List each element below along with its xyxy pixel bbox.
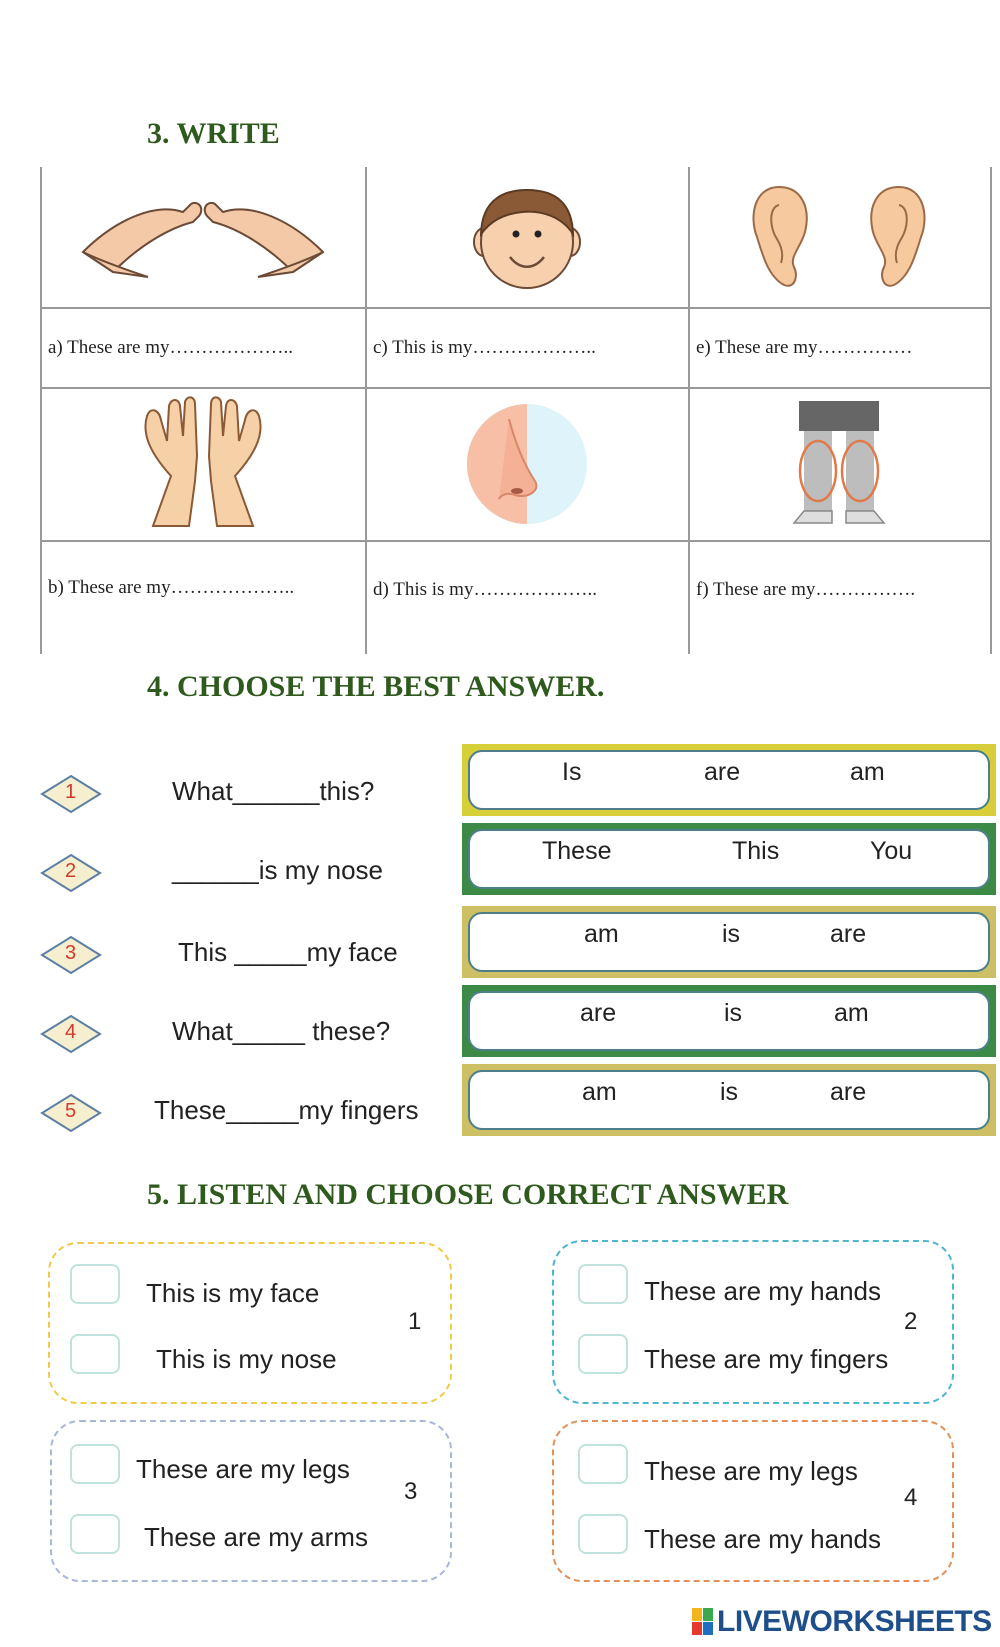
option-text: These are my legs [136,1454,350,1484]
question-text: What_____ these? [172,1016,391,1046]
section-4-title: 4. CHOOSE THE BEST ANSWER. [147,670,605,703]
option-text: These are my legs [644,1456,858,1486]
checkbox[interactable] [70,1514,120,1554]
answer-option[interactable]: is [724,999,743,1027]
caption-c: c) This is my……………….. [373,337,596,358]
listen-group-1 [48,1242,452,1404]
legs-picture [688,387,990,540]
answer-box-5 [462,1064,996,1136]
question-number: 1 [65,781,77,803]
checkbox[interactable] [70,1444,120,1484]
question-5 [40,1081,460,1141]
liveworksheets-logo [692,1605,992,1639]
checkbox[interactable] [578,1334,628,1374]
caption-a: a) These are my……………….. [48,337,294,358]
answer-option[interactable]: are [830,920,867,948]
answer-box-1 [462,744,996,816]
answer-option[interactable]: am [582,1078,617,1106]
answer-option[interactable]: This [732,837,780,865]
checkbox[interactable] [578,1444,628,1484]
option-text: These are my hands [644,1524,882,1554]
answer-box-3 [462,906,996,978]
answer-option[interactable]: are [704,758,741,786]
listen-group-3 [50,1420,452,1582]
option-text: This is my face [146,1278,320,1308]
checkbox[interactable] [578,1514,628,1554]
option-text: This is my nose [156,1344,337,1374]
caption-e: e) These are my…………… [696,337,913,358]
answer-option[interactable]: You [870,837,913,865]
section-5-title: 5. LISTEN AND CHOOSE CORRECT ANSWER [147,1178,789,1211]
answer-option[interactable]: am [584,920,619,948]
answer-box-4 [462,985,996,1057]
group-number: 4 [904,1484,918,1511]
section-3-title: 3. WRITE [147,117,280,150]
question-4 [40,1002,460,1062]
nose-picture [365,387,688,540]
caption-f: f) These are my……………. [696,579,916,600]
answer-box-2 [462,823,996,895]
checkbox[interactable] [70,1334,120,1374]
question-text: ______is my nose [172,855,384,885]
listen-group-2 [552,1240,954,1404]
caption-d: d) This is my……………….. [373,579,597,600]
hands-picture [40,387,365,540]
question-number: 3 [65,942,77,964]
checkbox[interactable] [70,1264,120,1304]
ears-picture [688,167,990,307]
caption-b: b) These are my……………….. [48,577,295,598]
answer-option[interactable]: is [720,1078,739,1106]
group-number: 3 [404,1478,418,1505]
checkbox[interactable] [578,1264,628,1304]
listen-group-4 [552,1420,954,1582]
arms-picture [40,167,365,307]
group-number: 1 [408,1308,422,1335]
face-picture [365,167,688,307]
question-text: What______this? [172,776,375,806]
question-2 [40,841,460,901]
option-text: These are my fingers [644,1344,889,1374]
question-number: 2 [65,860,77,882]
write-exercise-grid [40,167,992,654]
liveworksheets-logo-icon [692,1608,714,1636]
option-text: These are my hands [644,1276,882,1306]
answer-option[interactable]: are [580,999,617,1027]
answer-option[interactable]: am [834,999,869,1027]
question-number: 5 [65,1100,77,1122]
question-text: These_____my fingers [154,1095,419,1125]
answer-option[interactable]: is [722,920,741,948]
answer-option[interactable]: These [542,837,612,865]
option-text: These are my arms [144,1522,368,1552]
answer-option[interactable]: am [850,758,885,786]
question-number: 4 [65,1021,77,1043]
group-number: 2 [904,1308,918,1335]
logo-text: LIVEWORKSHEETS [717,1605,992,1638]
answer-option[interactable]: are [830,1078,867,1106]
question-1 [40,762,460,822]
question-text: This _____my face [178,937,398,967]
answer-option[interactable]: Is [562,758,582,786]
question-3 [40,923,460,983]
